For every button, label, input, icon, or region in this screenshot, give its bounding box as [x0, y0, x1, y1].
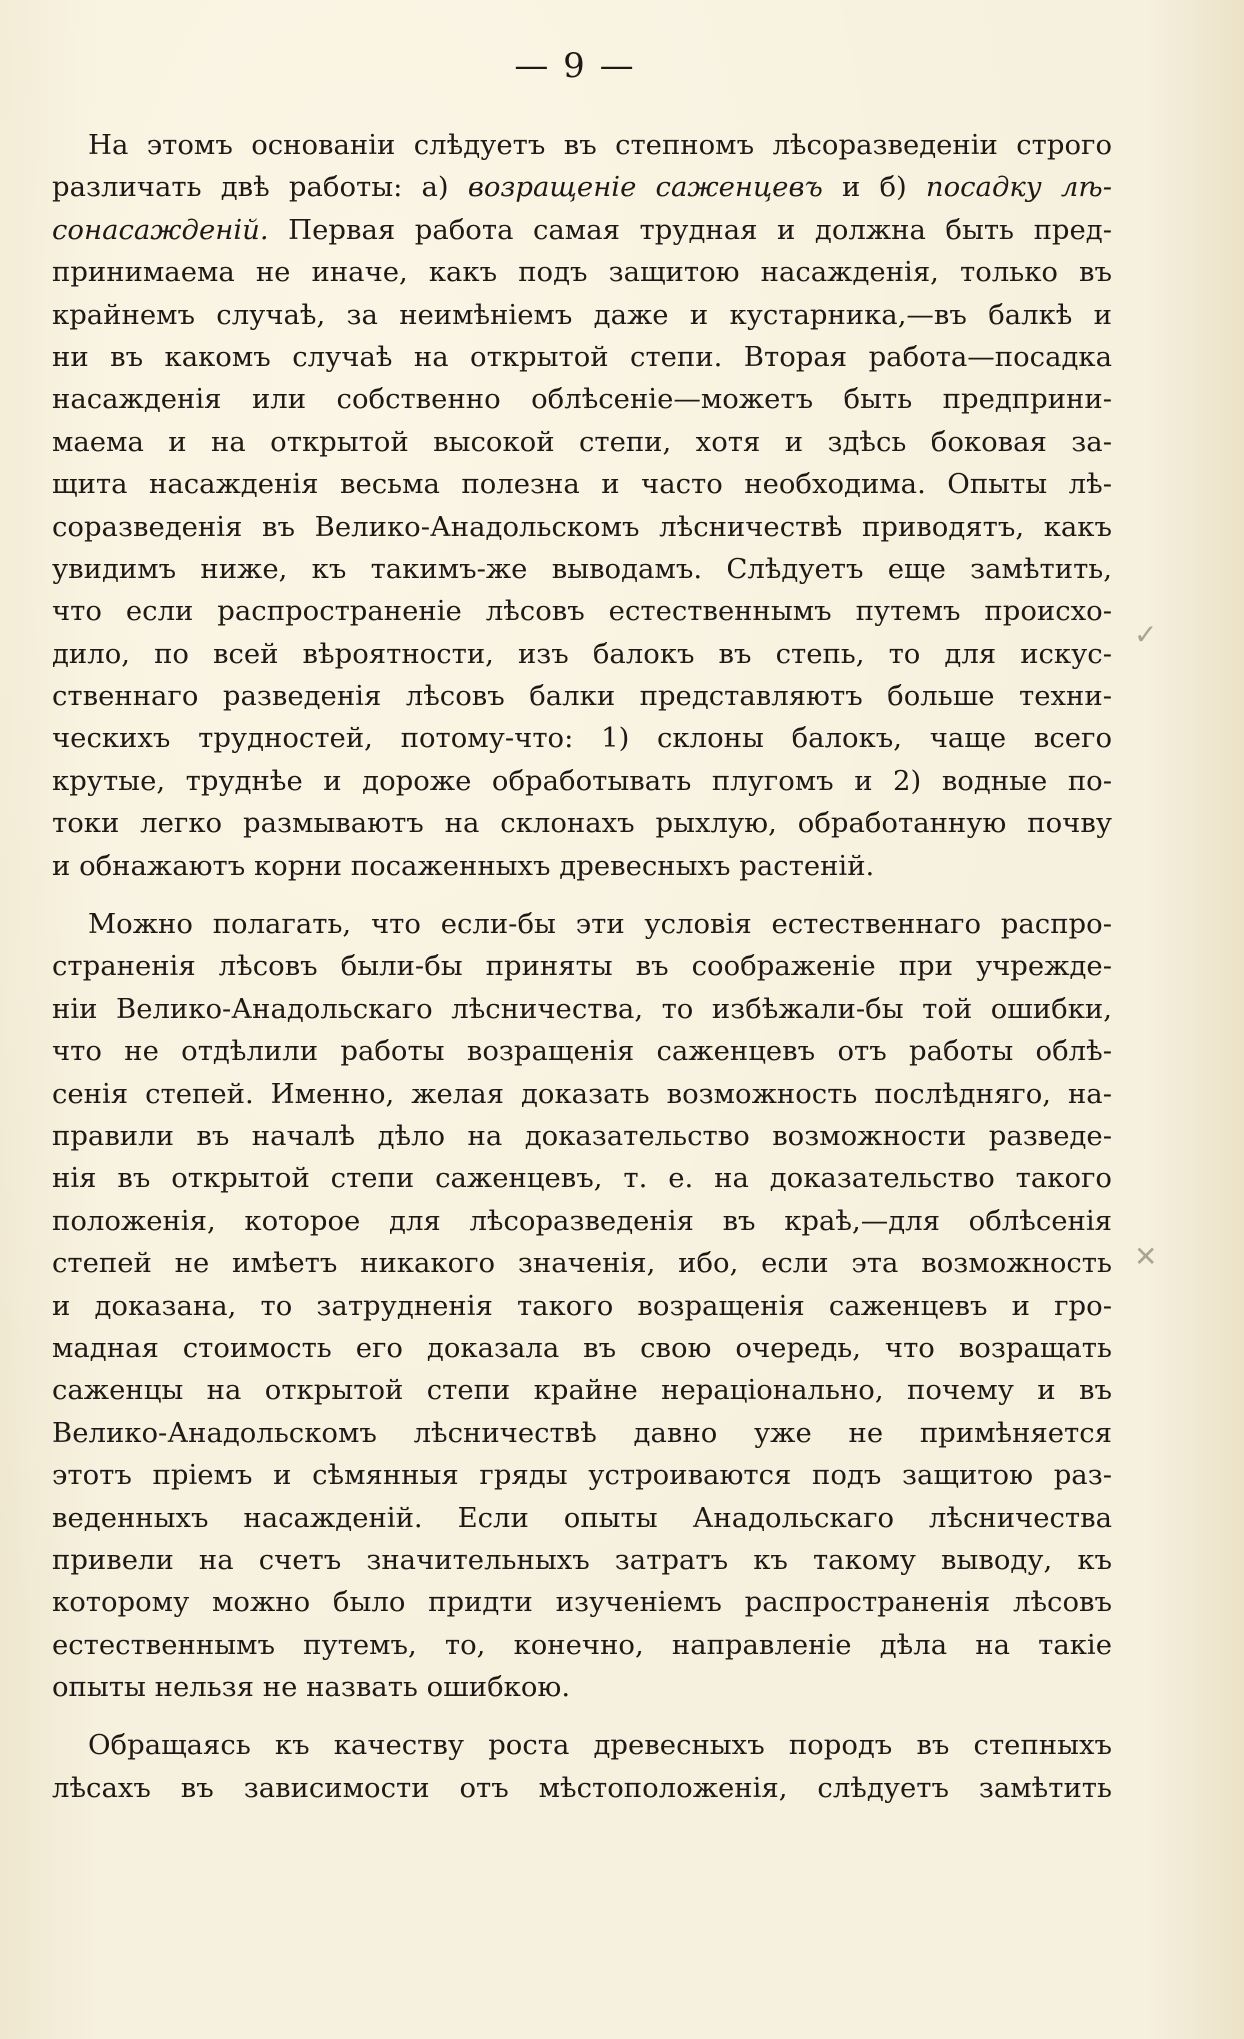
- text-line: мадная стоимость его доказала въ свою очередь, что возращать: [52, 1331, 1112, 1364]
- text-line: [52, 209, 1112, 251]
- text-line: крайнемъ случаѣ, за неимѣнiемъ даже и кустарника,—въ балкѣ и: [52, 298, 1112, 331]
- text-line: и доказана, то затрудненiя такого возращенiя саженцевъ и гро-: [52, 1289, 1112, 1322]
- text-line: принимаема не иначе, какъ подъ защитою насажденiя, только въ: [52, 256, 1112, 289]
- italic-term: посадку лѣ-: [925, 171, 1112, 204]
- page-number: — 9 —: [514, 46, 636, 86]
- text-line: ственнаго разведенiя лѣсовъ балки представляютъ больше техни-: [52, 680, 1112, 713]
- text-line: На этомъ основанiи слѣдуетъ въ степномъ лѣсоразведенiи строго: [88, 129, 1112, 161]
- italic-term: сонасажденiй.: [52, 213, 269, 246]
- text-line: нiя въ открытой степи саженцевъ, т. е. на доказательство такого: [52, 1162, 1112, 1195]
- text-line: положенiя, которое для лѣсоразведенiя въ краѣ,—для облѣсенiя: [52, 1204, 1112, 1237]
- check-mark-icon: ✓: [1134, 618, 1158, 651]
- text-line: привели на счетъ значительныхъ затратъ къ такому выводу, къ: [52, 1543, 1112, 1576]
- paragraph: [52, 903, 1112, 1708]
- text-line: ческихъ трудностей, потому-что: 1) склоны балокъ, чаще всего: [52, 722, 1112, 755]
- text-line: этотъ прiемъ и сѣмянныя гряды устроиваются подъ защитою раз-: [52, 1459, 1112, 1492]
- text-segment: и б): [822, 171, 926, 204]
- text-line: степей не имѣетъ никакого значенiя, ибо, если эта возможность: [52, 1247, 1112, 1280]
- text-line: и обнажаютъ корни посаженныхъ древесныхъ растенiй.: [52, 849, 875, 882]
- text-line: щита насажденiя весьма полезна и часто необходима. Опыты лѣ-: [52, 468, 1112, 501]
- text-line: увидимъ ниже, къ такимъ-же выводамъ. Слѣдуетъ еще замѣтить,: [52, 552, 1112, 585]
- text-line: ни въ какомъ случаѣ на открытой степи. Вторая работа—посадка: [52, 340, 1112, 373]
- text-line: страненiя лѣсовъ были-бы приняты въ соображенiе при учрежде-: [52, 950, 1112, 983]
- text-line: правили въ началѣ дѣло на доказательство возможности разведе-: [52, 1119, 1112, 1152]
- text-line: опыты нельзя не назвать ошибкою.: [52, 1671, 571, 1704]
- text-line: нiи Велико-Анадольскаго лѣсничества, то избѣжали-бы той ошибки,: [52, 992, 1112, 1025]
- text-line: токи легко размываютъ на склонахъ рыхлую, обработанную почву: [52, 807, 1112, 840]
- text-line: крутые, труднѣе и дороже обработывать плугомъ и 2) водные по-: [52, 764, 1112, 797]
- text-segment: различать двѣ работы: а): [52, 171, 468, 204]
- text-line: лѣсахъ въ зависимости отъ мѣстоположенiя, слѣдуетъ замѣтить: [52, 1771, 1112, 1804]
- paragraph: [52, 1724, 1112, 1809]
- paragraph: [52, 124, 1112, 887]
- body-text: [52, 124, 1112, 1825]
- text-line: веденныхъ насажденiй. Если опыты Анадольскаго лѣсничества: [52, 1501, 1112, 1534]
- text-line: [52, 166, 1112, 208]
- italic-term: возращенiе саженцевъ: [467, 171, 823, 204]
- text-line: Обращаясь къ качеству роста древесныхъ породъ въ степныхъ: [88, 1729, 1112, 1762]
- text-line: дило, по всей вѣроятности, изъ балокъ въ степь, то для искус-: [52, 637, 1112, 670]
- text-line: которому можно было придти изученiемъ распространенiя лѣсовъ: [52, 1586, 1112, 1619]
- text-line: соразведенiя въ Велико-Анадольскомъ лѣсничествѣ приводятъ, какъ: [52, 510, 1112, 543]
- text-line: что если распространенiе лѣсовъ естественнымъ путемъ происхо-: [52, 595, 1112, 628]
- text-line: что не отдѣлили работы возращенiя саженцевъ отъ работы облѣ-: [52, 1035, 1112, 1068]
- text-line: саженцы на открытой степи крайне нерацiонально, почему и въ: [52, 1374, 1112, 1407]
- text-line: естественнымъ путемъ, то, конечно, направленiе дѣла на такiе: [52, 1628, 1112, 1661]
- text-line: сенiя степей. Именно, желая доказать возможность послѣдняго, на-: [52, 1077, 1112, 1110]
- text-line: маема и на открытой высокой степи, хотя и здѣсь боковая за-: [52, 425, 1112, 458]
- text-segment: Первая работа самая трудная и должна быть пред-: [268, 213, 1112, 246]
- text-line: Велико-Анадольскомъ лѣсничествѣ давно уже не примѣняется: [52, 1416, 1112, 1449]
- cross-mark-icon: ✕: [1134, 1240, 1158, 1273]
- text-line: Можно полагать, что если-бы эти условiя естественнаго распро-: [88, 908, 1112, 941]
- text-line: насажденiя или собственно облѣсенiе—можетъ быть предприни-: [52, 383, 1112, 416]
